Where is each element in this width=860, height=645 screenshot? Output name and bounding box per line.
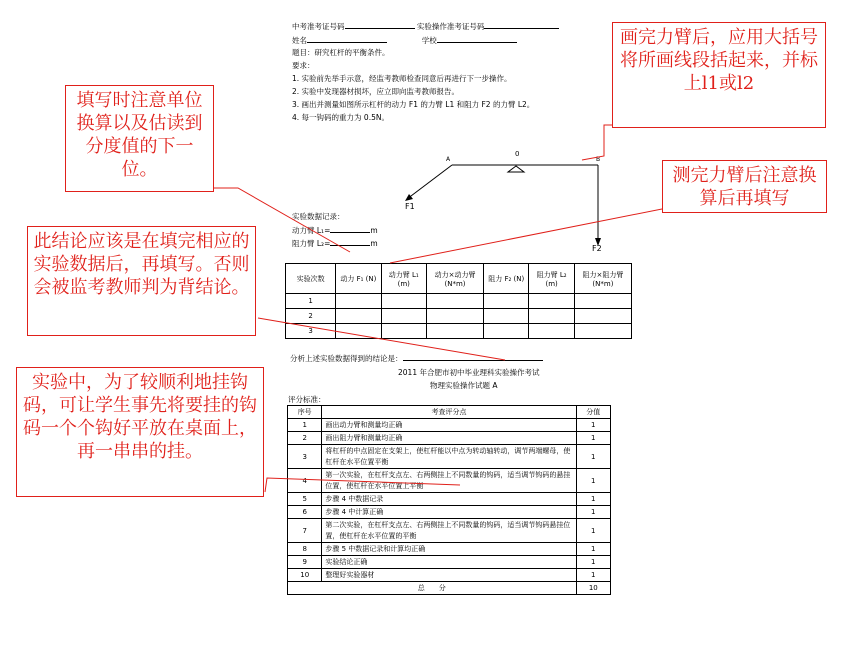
label-a: A: [446, 156, 451, 163]
row-criteria: 画出阻力臂和测量均正确: [322, 432, 576, 445]
row-score: 1: [576, 469, 610, 493]
row-number: 7: [288, 519, 322, 543]
header-l2: 阻力臂 L₂ (m): [529, 264, 574, 294]
row-criteria: 画出动力臂和测量均正确: [322, 419, 576, 432]
row-number: 6: [288, 506, 322, 519]
row-score: 1: [576, 506, 610, 519]
header-f1l1: 动力×动力臂 (N*m): [426, 264, 483, 294]
header-f2l2: 阻力×阻力臂 (N*m): [574, 264, 631, 294]
row-number: 9: [288, 556, 322, 569]
row-number: 1: [288, 419, 322, 432]
requirements-label: 要求：: [292, 61, 315, 70]
callout-units: 填写时注意单位换算以及估读到分度值的下一位。: [65, 85, 214, 192]
row-criteria: 步骤 5 中数据记录和计算均正确: [322, 543, 576, 556]
connector-hooks: [265, 478, 460, 492]
row-score: 1: [576, 493, 610, 506]
row-score: 1: [576, 543, 610, 556]
row-criteria: 将杠杆的中点固定在支架上，使杠杆能以中点为转动轴转动，调节两端螺母，使杠杆在水平位置平衡: [322, 445, 576, 469]
row-number: 8: [288, 543, 322, 556]
requirement-2: 2. 实验中发现器材损坏，应立即向监考教师报告。: [292, 87, 460, 96]
callout-brace: 画完力臂后，应用大括号将所画线段括起来，并标上l1或l2: [612, 22, 826, 128]
row-number: 2: [288, 432, 322, 445]
connector-conclusion: [258, 318, 505, 360]
row-score: 1: [576, 445, 610, 469]
row-number: 3: [288, 445, 322, 469]
trial-number: 3: [286, 324, 336, 339]
header-criteria: 考查评分点: [322, 406, 576, 419]
exam-subtitle: 物理实验操作试题 A: [430, 381, 498, 390]
requirement-3: 3. 画出并测量如图所示杠杆的动力 F1 的力臂 L1 和阻力 F2 的力臂 L2。: [292, 100, 535, 109]
trial-number: 1: [286, 294, 336, 309]
row-criteria: 步骤 4 中计算正确: [322, 506, 576, 519]
total-score: 10: [576, 582, 610, 595]
total-label: 总 分: [288, 582, 577, 595]
scoring-label: 评分标准：: [288, 395, 326, 404]
l2-label: 阻力臂 L₂=: [292, 239, 331, 248]
doc-title: 题目：研究杠杆的平衡条件。: [292, 48, 390, 57]
row-score: 1: [576, 432, 610, 445]
label-b: B: [596, 156, 601, 163]
analysis-label: 分析上述实验数据得到的结论是：: [290, 354, 403, 363]
row-score: 1: [576, 419, 610, 432]
connector-convert: [390, 207, 672, 263]
label-f1: F1: [405, 202, 415, 211]
l1-unit: m: [370, 226, 378, 235]
exam-title: 2011 年合肥市初中毕业理科实验操作考试: [398, 368, 540, 377]
row-number: 10: [288, 569, 322, 582]
row-criteria: 整理好实验器材: [322, 569, 576, 582]
school-label: 学校: [421, 36, 437, 45]
label-o: 0: [515, 150, 520, 158]
l1-label: 动力臂 L₁=: [292, 226, 331, 235]
connector-brace: [582, 125, 614, 160]
row-score: 1: [576, 556, 610, 569]
header-f2: 阻力 F₂ (N): [484, 264, 529, 294]
l2-unit: m: [370, 239, 378, 248]
label-f2: F2: [592, 244, 602, 253]
exam-number-label: 中考准考证号码: [292, 22, 345, 31]
header-f1: 动力 F₁ (N): [336, 264, 381, 294]
callout-hooks: 实验中，为了较顺利地挂钩码，可让学生事先将要挂的钩码一个个钩好平放在桌面上，再一串串的挂。: [16, 367, 264, 497]
record-label: 实验数据记录：: [292, 212, 345, 221]
header-number: 序号: [288, 406, 322, 419]
row-number: 5: [288, 493, 322, 506]
header-trial: 实验次数: [286, 264, 336, 294]
row-criteria: 第二次实验，在杠杆支点左、右两侧挂上不同数量的钩码，适当调节钩码悬挂位置，使杠杆在水平位置的平衡: [322, 519, 576, 543]
name-label: 姓名: [292, 36, 307, 45]
row-criteria: 步骤 4 中数据记录: [322, 493, 576, 506]
callout-convert: 测完力臂后注意换算后再填写: [662, 160, 827, 213]
requirement-1: 1. 实验前先举手示意，经监考教师检查同意后再进行下一步操作。: [292, 74, 512, 83]
row-score: 1: [576, 569, 610, 582]
row-score: 1: [576, 519, 610, 543]
operation-number-label: 实验操作准考证号码: [416, 22, 485, 31]
row-number: 4: [288, 469, 322, 493]
row-criteria: 实验结论正确: [322, 556, 576, 569]
header-score: 分值: [576, 406, 610, 419]
trial-number: 2: [286, 309, 336, 324]
requirement-4: 4. 每一钩码的重力为 0.5N。: [292, 113, 389, 122]
callout-conclusion: 此结论应该是在填完相应的实验数据后，再填写。否则会被监考教师判为背结论。: [27, 226, 256, 336]
row-criteria: 第一次实验，在杠杆支点左、右两侧挂上不同数量的钩码，适当调节钩码的悬挂位置，使杠杆在水平位置上平衡: [322, 469, 576, 493]
header-l1: 动力臂 L₁ (m): [381, 264, 426, 294]
